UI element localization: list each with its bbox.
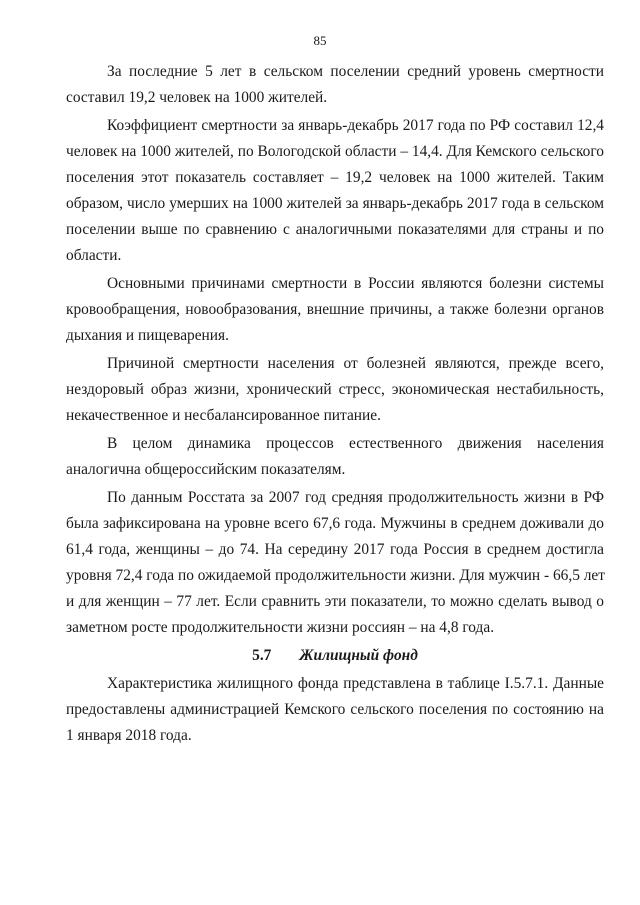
text-line: поселения этот показатель составляет – 19,2 человек на 1000 жителей. Таким: [66, 169, 604, 186]
paragraph-main-causes: [66, 271, 604, 349]
text-line: была зафиксирована на уровне всего 67,6 года. Мужчины в среднем доживали до: [66, 515, 604, 532]
text-line: поселении выше по сравнению с аналогичными показателями для страны и по: [66, 221, 604, 238]
text-line: В целом динамика процессов естественного движения населения: [107, 435, 604, 452]
paragraph-mortality-coefficient: [66, 113, 604, 269]
text-line: За последние 5 лет в сельском поселении средний уровень смертности: [107, 63, 604, 80]
text-line: уровня 72,4 года по ожидаемой продолжительности жизни. Для мужчин - 66,5 лет: [66, 567, 605, 584]
text-line: Причиной смертности населения от болезней являются, прежде всего,: [107, 355, 604, 372]
text-line: некачественное и несбалансированное питание.: [66, 407, 381, 424]
text-line: заметном росте продолжительности жизни россиян – на 4,8 года.: [66, 619, 495, 636]
text-line: По данным Росстата за 2007 год средняя продолжительность жизни в РФ: [107, 489, 604, 506]
text-line: кровообращения, новообразования, внешние причины, а также болезни органов: [66, 301, 604, 318]
text-line: Основными причинами смертности в России являются болезни системы: [107, 275, 604, 292]
text-line: составил 19,2 человек на 1000 жителей.: [66, 89, 328, 106]
text-line: нездоровый образ жизни, хронический стресс, экономическая нестабильность,: [66, 381, 604, 398]
text-line: Коэффициент смертности за январь-декабрь 2017 года по РФ составил 12,4: [107, 117, 604, 134]
text-line: аналогична общероссийским показателям.: [66, 461, 346, 478]
text-line: 1 января 2018 года.: [66, 727, 192, 744]
text-line: человек на 1000 жителей, по Вологодской области – 14,4. Для Кемского сельского: [66, 143, 604, 160]
paragraph-mortality-average: [66, 59, 604, 111]
section-title: Жилищный фонд: [299, 647, 418, 664]
page-number: 85: [313, 33, 327, 48]
section-heading: [66, 643, 604, 669]
text-line: дыхания и пищеварения.: [66, 327, 229, 344]
text-line: Характеристика жилищного фонда представлена в таблице I.5.7.1. Данные: [107, 675, 604, 692]
paragraph-dynamics: [66, 431, 604, 483]
section-number: 5.7: [252, 647, 272, 664]
text-line: 61,4 года, женщины – до 74. На середину 2017 года Россия в среднем достигла: [66, 541, 604, 558]
body-text: [66, 59, 604, 751]
paragraph-disease-causes: [66, 351, 604, 429]
paragraph-housing: [66, 671, 604, 749]
text-line: области.: [66, 247, 122, 264]
text-line: предоставлены администрацией Кемского сельского поселения по состоянию на: [66, 701, 604, 718]
paragraph-life-expectancy: [66, 485, 604, 641]
text-line: образом, число умерших на 1000 жителей за январь-декабрь 2017 года в сельском: [66, 195, 604, 212]
text-line: и для женщин – 77 лет. Если сравнить эти показатели, то можно сделать вывод о: [66, 593, 604, 610]
